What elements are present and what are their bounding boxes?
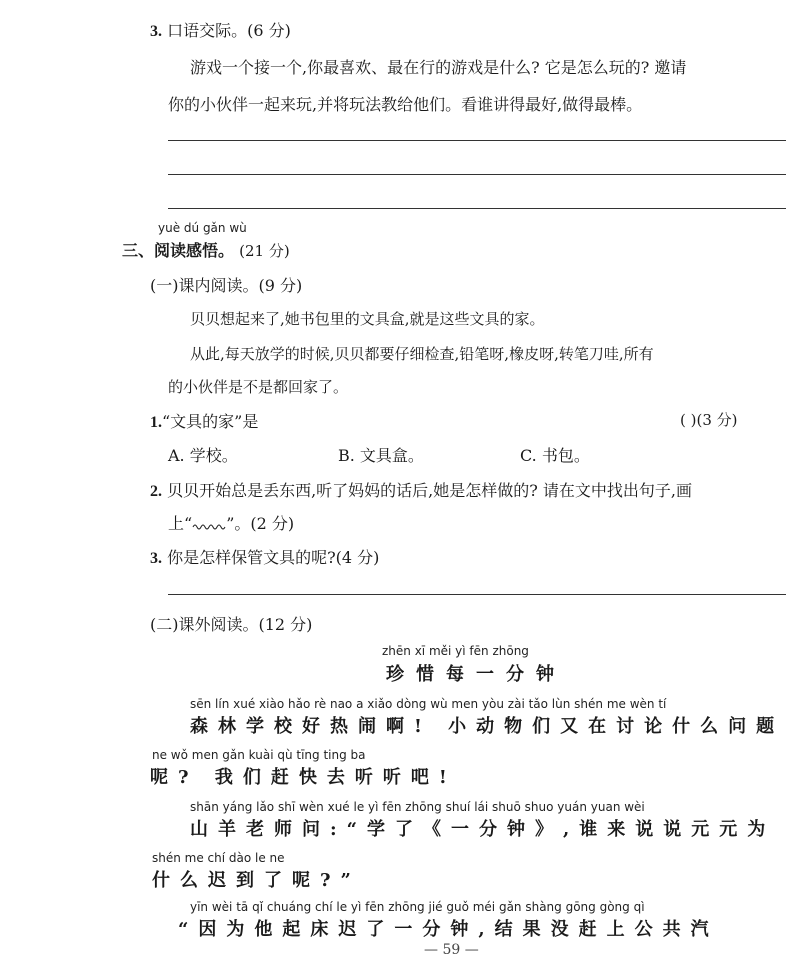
answer-line-1[interactable] (168, 140, 786, 141)
answer-line-3[interactable] (168, 208, 786, 209)
oral-prompt-line-1: 游戏一个接一个,你最喜欢、最在行的游戏是什么? 它是怎么玩的? 邀请 (190, 58, 687, 77)
question-number: 3. (150, 23, 162, 40)
wavy-underline-icon (192, 521, 226, 531)
reading-para-2-line-2: 的小伙伴是不是都回家了。 (168, 378, 349, 396)
question-2-line-2 (168, 511, 294, 534)
question-text-prefix: 上“ (168, 514, 193, 533)
story-line-2-pinyin: ne wǒ men gǎn kuài qù tīng ting ba (152, 748, 366, 762)
story-title: 珍惜每一分钟 (386, 664, 566, 685)
story-line-5: “因为他起床迟了一分钟,结果没赶上公共汽 (178, 919, 719, 940)
section-title (122, 238, 290, 261)
question-label: 口语交际。(6 分) (167, 21, 291, 40)
part1-heading: (一)课内阅读。(9 分) (150, 276, 303, 295)
option-c[interactable]: C. 书包。 (520, 446, 590, 465)
question-text-suffix: ”。(2 分) (226, 514, 295, 533)
reading-para-1: 贝贝想起来了,她书包里的文具盒,就是这些文具的家。 (190, 310, 545, 328)
answer-line-4[interactable] (168, 594, 786, 595)
question-number: 3. (150, 550, 162, 567)
oral-prompt-line-2: 你的小伙伴一起来玩,并将玩法教给他们。看谁讲得最好,做得最棒。 (168, 95, 643, 114)
story-line-2: 呢? 我们赶快去听听吧! (150, 767, 457, 788)
page-number: — 59 — (424, 942, 479, 958)
story-line-3-pinyin: shān yáng lǎo shī wèn xué le yì fēn zhōng shuí lái shuō shuo yuán yuan wèi (190, 800, 645, 814)
section-title-pinyin: yuè dú gǎn wù (158, 221, 247, 235)
question-number: 2. (150, 483, 162, 500)
question-2 (150, 478, 692, 501)
question-3 (150, 545, 379, 568)
question-text: 你是怎样保管文具的呢?(4 分) (167, 548, 380, 567)
story-line-1: 森林学校好热闹啊! 小动物们又在讨论什么问题 (190, 716, 785, 737)
question-text: 贝贝开始总是丢东西,听了妈妈的话后,她是怎样做的? 请在文中找出句子,画 (167, 481, 693, 500)
story-line-4-pinyin: shén me chí dào le ne (152, 851, 285, 865)
option-b[interactable]: B. 文具盒。 (338, 446, 424, 465)
part2-heading: (二)课外阅读。(12 分) (150, 615, 313, 634)
question-number: 1. (150, 414, 162, 431)
story-line-1-pinyin: sēn lín xué xiào hǎo rè nao a xiǎo dòng wù men yòu zài tǎo lùn shén me wèn tí (190, 697, 667, 711)
story-line-5-pinyin: yīn wèi tā qǐ chuáng chí le yì fēn zhōng jié guǒ méi gǎn shàng gōng gòng qì (190, 900, 645, 914)
answer-line-2[interactable] (168, 174, 786, 175)
section-title-text: 三、阅读感悟。 (122, 241, 235, 260)
story-line-4: 什么迟到了呢?” (152, 870, 361, 891)
question-1 (150, 409, 258, 432)
story-title-pinyin: zhēn xī měi yì fēn zhōng (382, 644, 529, 658)
reading-para-2-line-1: 从此,每天放学的时候,贝贝都要仔细检查,铅笔呀,橡皮呀,转笔刀哇,所有 (190, 345, 654, 363)
story-line-3: 山羊老师问:“学了《一分钟》,谁来说说元元为 (190, 819, 776, 840)
oral-question-header (150, 18, 291, 41)
option-a[interactable]: A. 学校。 (168, 446, 238, 465)
answer-bracket[interactable]: ( )(3 分) (680, 411, 738, 429)
question-text: “文具的家”是 (162, 412, 259, 431)
section-score: (21 分) (239, 242, 290, 260)
